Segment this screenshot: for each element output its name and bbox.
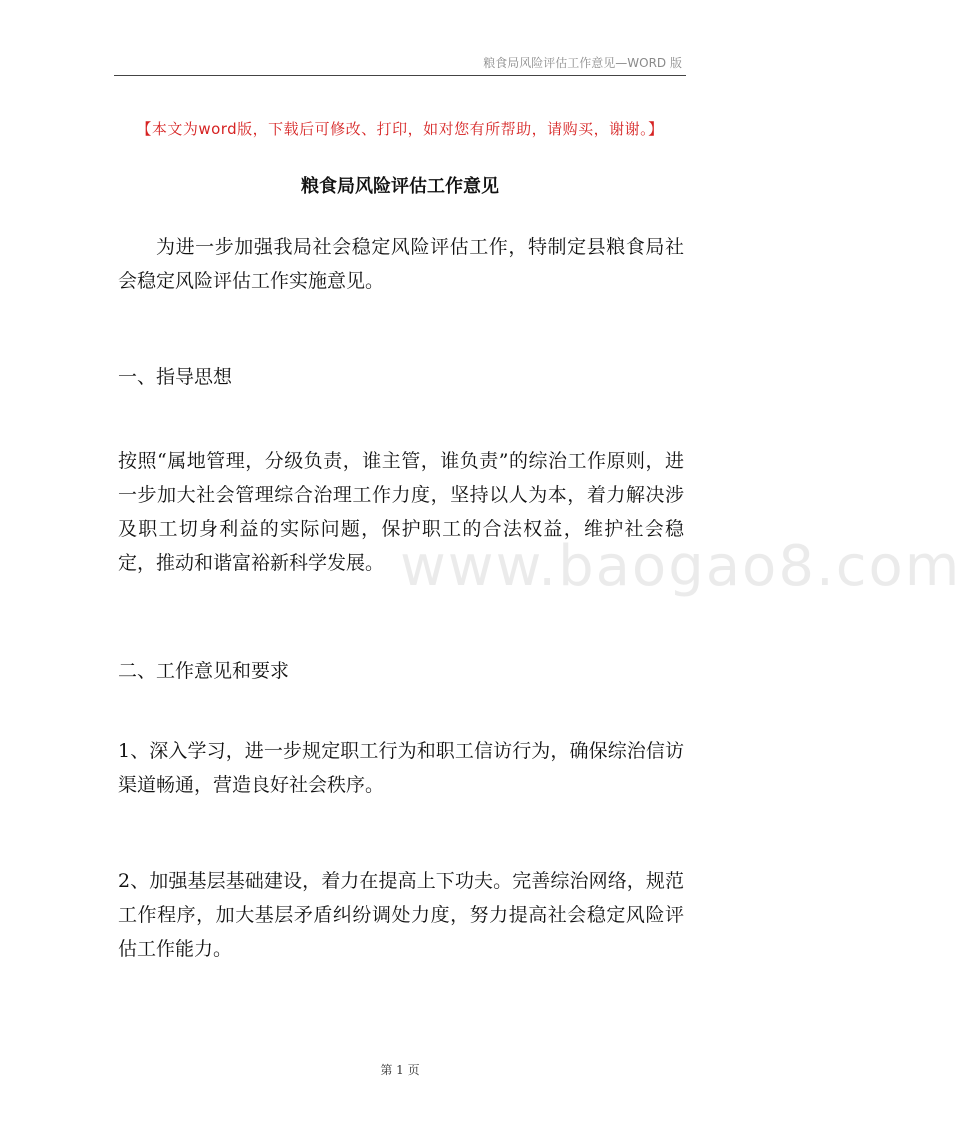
list-item-2: 2、加强基层基础建设，着力在提高上下功夫。完善综治网络，规范工作程序，加大基层矛盾纠纷调处力度，努力提高社会稳定风险评估工作能力。	[118, 870, 684, 960]
section2-heading: 二、工作意见和要求	[118, 660, 290, 682]
section1-body: 按照“属地管理，分级负责，谁主管，谁负责”的综治工作原则，进一步加大社会管理综合治理工作力度，坚持以人为本，着力解决涉及职工切身利益的实际问题，保护职工的合法权益，维护社会稳定，推动和谐富裕新科学发展。	[118, 450, 684, 574]
purchase-notice: 【本文为word版，下载后可修改、打印，如对您有所帮助，请购买，谢谢。】	[136, 120, 664, 138]
running-header: 粮食局风险评估工作意见—WORD 版	[483, 56, 682, 70]
watermark: www.baogao8.com	[400, 534, 961, 599]
header-divider	[114, 75, 686, 76]
page-number: 第 1 页	[380, 1063, 420, 1077]
document-title: 粮食局风险评估工作意见	[301, 176, 499, 197]
intro-paragraph: 为进一步加强我局社会稳定风险评估工作，特制定县粮食局社会稳定风险评估工作实施意见。	[118, 236, 684, 292]
section1-heading: 一、指导思想	[118, 366, 233, 388]
list-item-1: 1、深入学习，进一步规定职工行为和职工信访行为，确保综治信访渠道畅通，营造良好社会秩序。	[118, 740, 684, 796]
